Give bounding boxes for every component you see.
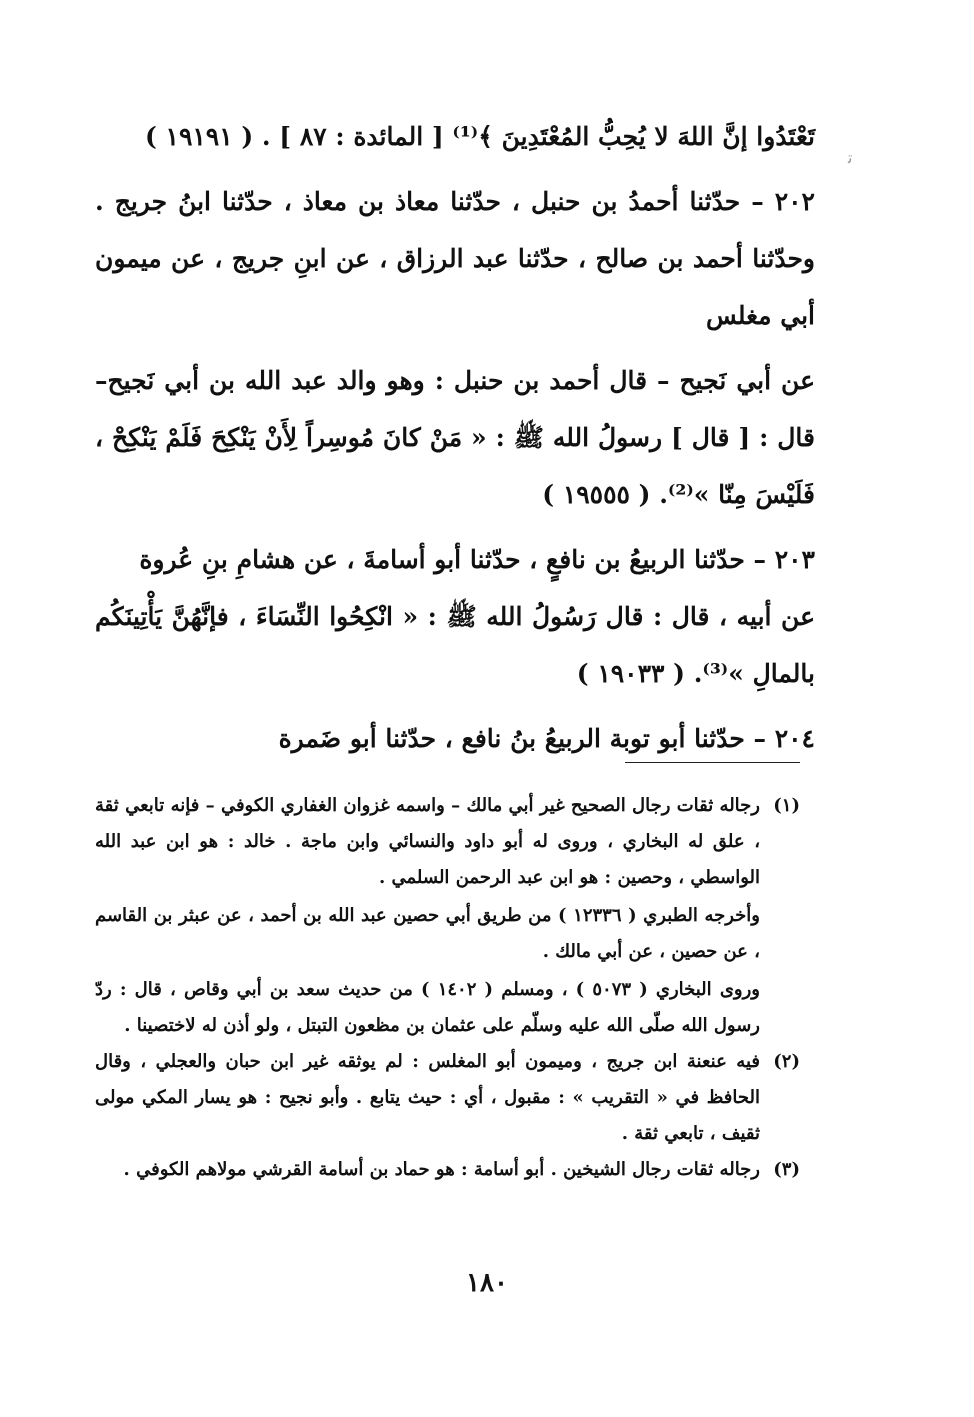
hadith-202-text: عن أبي نَجيح – قال أحمد بن حنبل : وهو والد عبد الله بن أبي نَجيح– قال : [ قال ] رسولُ الله ﷺ : « مَنْ كانَ مُوسِراً لِأَنْ يَنْكِحَ فَلَمْ يَنْكِحْ ، فَلَيْسَ مِنّا »⁽²⁾. ( ١٩٥٥٥ )	[95, 366, 815, 509]
footnote-paragraph: وروى البخاري ( ٥٠٧٣ ) ، ومسلم ( ١٤٠٢ ) من حديث سعد بن أبي وقاص ، قال : ردّ رسول الله صلّى الله عليه وسلّم على عثمان بن مظعون التبتل ، ولو أذن له لاختصينا .	[95, 979, 760, 1036]
footnote-paragraph: وأخرجه الطبري ( ١٢٣٣٦ ) من طريق أبي حصين عبد الله بن أحمد ، عن عبثر بن القاسم ، عن حصين ، عن أبي مالك .	[95, 905, 760, 962]
footnotes	[95, 788, 800, 1188]
footnote-paragraph: رجاله ثقات رجال الصحيح غير أبي مالك – واسمه غزوان الغفاري الكوفي – فإنه تابعي ثقة ، علق له البخاري ، وروى له أبو داود والنسائي وابن ماجة . خالد : هو ابن عبد الله الواسطي ، وحصين : هو ابن عبد الرحمن السلمي .	[95, 795, 761, 888]
footnote-paragraph: فيه عنعنة ابن جريج ، وميمون أبو المغلس : لم يوثقه غير ابن حبان والعجلي ، وقال الحافظ في « التقريب » : مقبول ، أي : حيث يتابع . وأبو نجيح : هو يسار المكي مولى ثقيف ، تابعي ثقة .	[95, 1051, 760, 1144]
footnote-3	[95, 1152, 800, 1188]
verse-line: تَعْتَدُوا إنَّ اللهَ لا يُحِبُّ المُعْتَدِينَ ﴾⁽¹⁾ [ المائدة : ٨٧ ] . ( ١٩١٩١ )	[144, 122, 815, 151]
footnote-number: (٢)	[773, 1051, 800, 1072]
hadith-202: ٢٠٢ – حدّثنا أحمدُ بن حنبل ، حدّثنا معاذ بن معاذ ، حدّثنا ابنُ جريج . وحدّثنا أحمد بن صالح ، حدّثنا عبد الرزاق ، عن ابنِ جريج ، عن ميمون أبي مغلس	[95, 187, 815, 330]
footnote-number: (١)	[773, 795, 800, 816]
footnote-body	[95, 1044, 760, 1152]
hadith-204: ٢٠٤ – حدّثنا أبو توبة الربيعُ بنُ نافع ، حدّثنا أبو ضَمرة	[278, 724, 815, 753]
footnote-body	[95, 788, 760, 1044]
page-number: ١٨٠	[466, 1268, 508, 1298]
hadith-203: ٢٠٣ – حدّثنا الربيعُ بن نافعٍ ، حدّثنا أبو أسامةَ ، عن هشامِ بنِ عُروة	[139, 545, 815, 574]
footnote-body	[95, 1152, 760, 1188]
main-text	[95, 108, 815, 767]
footnote-number: (٣)	[773, 1159, 800, 1180]
footnote-separator	[625, 762, 800, 763]
footnote-paragraph: رجاله ثقات رجال الشيخين . أبو أسامة : هو حماد بن أسامة القرشي مولاهم الكوفي .	[123, 1159, 760, 1180]
margin-mark: ﺗ	[848, 148, 853, 167]
hadith-203-text: عن أبيه ، قال : قال رَسُولُ الله ﷺ : « انْكِحُوا النِّسَاءَ ، فإنَّهُنَّ يَأْتِينَكُم بالمالِ »⁽³⁾. ( ١٩٠٣٣ )	[95, 602, 815, 688]
footnote-1	[95, 788, 800, 1044]
footnote-2	[95, 1044, 800, 1152]
